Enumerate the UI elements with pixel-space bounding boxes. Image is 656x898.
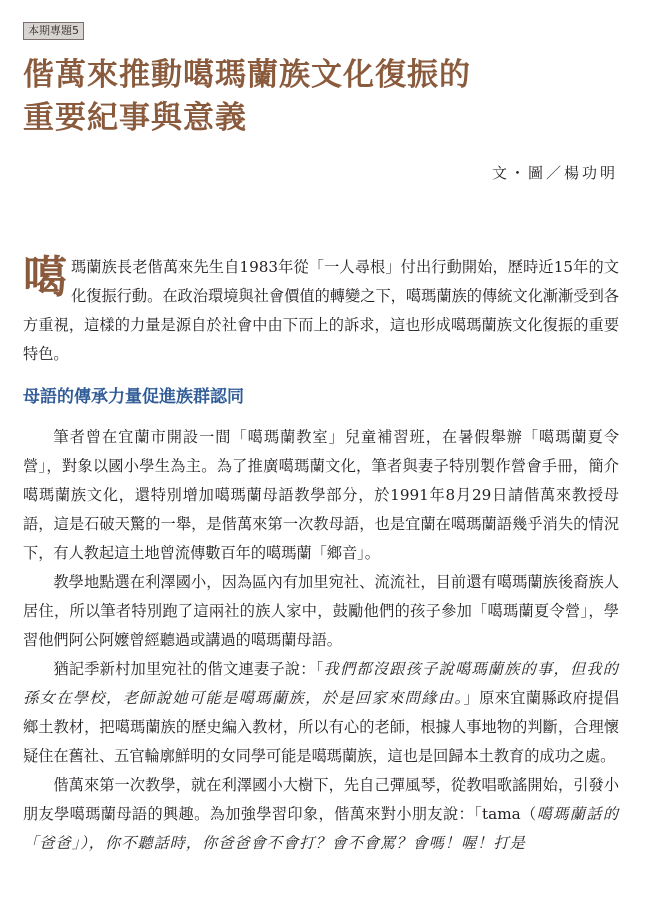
article-title (23, 54, 633, 140)
paragraph-3 (23, 655, 619, 771)
drop-cap: 噶 (23, 252, 67, 303)
intro-text: 瑪蘭族長老偕萬來先生自1983年從「一人尋根」付出行動開始，歷時近15年的文化復振行動。在政治環境與社會價值的轉變之下，噶瑪蘭族的傳統文化漸漸受到各方重視，這樣的力量是源自於社會中由下而上的訴求，這也形成噶瑪蘭族文化復振的重要特色。 (23, 258, 619, 363)
paragraph-4 (23, 771, 619, 858)
paragraph-4-quote: 噶瑪蘭話的「爸爸」），你不聽話時，你爸爸會不會打？會不會罵？會嗎！喔！打是 (23, 805, 620, 852)
author-byline: 文・圖／楊功明 (491, 164, 618, 182)
section-heading: 母語的傳承力量促進族群認同 (23, 387, 244, 407)
paragraph-3-quote: 我們都沒跟孩子說噶瑪蘭族的事，但我的孫女在學校，老師說她可能是噶瑪蘭族，於是回家來問緣由。 (23, 660, 619, 707)
paragraph-3-lead: 猶記季新村加里宛社的偕文連妻子說：「 (53, 660, 324, 678)
article-body (23, 253, 619, 858)
title-line-2: 重要紀事與意義 (23, 100, 247, 136)
paragraph-2: 教學地點選在利澤國小，因為區內有加里宛社、流流社，目前還有噶瑪蘭族後裔族人居住，所以筆者特別跑了這兩社的族人家中，鼓勵他們的孩子參加「噶瑪蘭夏令營」，學習他們阿公阿嬤曾經聽過或講過的噶瑪蘭母語。 (23, 573, 619, 649)
intro-paragraph (23, 253, 619, 369)
title-line-1: 偕萬來推動噶瑪蘭族文化復振的 (23, 57, 471, 93)
paragraph-1: 筆者曾在宜蘭市開設一間「噶瑪蘭教室」兒童補習班，在暑假舉辦「噶瑪蘭夏令營」，對象以國小學生為主。為了推廣噶瑪蘭文化，筆者與妻子特別製作營會手冊，簡介噶瑪蘭族文化，還特別增加噶瑪蘭母語教學部分，於1991年8月29日請偕萬來教授母語，這是石破天驚的一舉，是偕萬來第一次教母語，也是宜蘭在噶瑪蘭語幾乎消失的情況下，有人教起這土地曾流傳數百年的噶瑪蘭「鄉音」。 (23, 428, 619, 562)
paragraph-4-lead: 偕萬來第一次教學，就在利澤國小大樹下，先自己彈風琴，從教唱歌謠開始，引發小朋友學噶瑪蘭母語的興趣。為加強學習印象，偕萬來對小朋友說：「tama（ (23, 776, 619, 823)
paragraph-3-rest: 」原來宜蘭縣政府提倡鄉土教材，把噶瑪蘭族的歷史編入教材，所以有心的老師，根據人事地物的判斷，合理懷疑住在舊社、五官輪廓鮮明的女同學可能是噶瑪蘭族，這也是回歸本土教育的成功之處。 (23, 689, 620, 765)
issue-topic-badge: 本期專題5 (23, 22, 84, 40)
